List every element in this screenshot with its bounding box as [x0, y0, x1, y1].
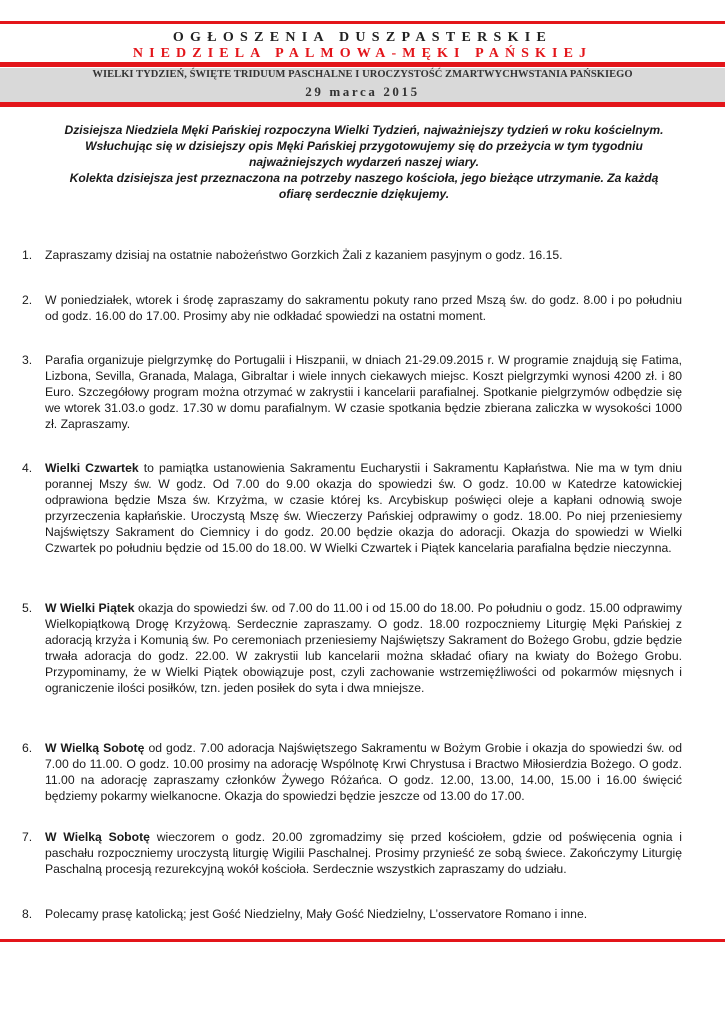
item-number: 7.	[22, 830, 33, 844]
item-text: okazja do spowiedzi św. od 7.00 do 11.00 i od 15.00 do 18.00. Po południu o godz. 15.00 odprawimy Wielkopiątkową Drogę Krzyżową. Serdecznie zapraszamy. O godz. 18.00 rozpoczniemy Liturgię Męki Pańskiej z adoracją krzyża i Komunią św. Po ceremoniach przeniesiemy Najświętszy Sakrament do Bożego Grobu, gdzie będzie trwała adoracja do godz. 22.00. W zakrystii lub kancelarii można składać ofiary na kwiaty do Bożego Grobu. Przypominamy, że w Wielki Piątek obowiązuje post, czyli zachowanie wstrzemięźliwości od pokarmów mięsnych i ograniczenie ilości posiłków, tzn. jeden posiłek do syta i dwa mniejsze.	[45, 601, 682, 696]
announcement-item	[22, 906, 682, 922]
item-lead: Wielki Czwartek	[45, 461, 139, 475]
announcement-item	[22, 600, 682, 697]
announcement-item	[22, 352, 682, 432]
announcement-item	[22, 460, 682, 557]
intro-line: najważniejszych wydarzeń naszej wiary.	[248, 155, 480, 170]
item-text: wieczorem o godz. 20.00 zgromadzimy się przed kościołem, gdzie od poświęcenia ognia i paschału rozpoczniemy uroczystą liturgię Wigilii Paschalnej. Prosimy przynieść ze sobą świece. Zakończymy Liturgię Paschalną procesją rezurekcyjną wokół kościoła. Serdecznie wszystkich zapraszamy do udziału.	[45, 830, 682, 877]
item-text: Parafia organizuje pielgrzymkę do Portugalii i Hiszpanii, w dniach 21-29.09.2015 r. W programie znajdują się Fatima, Lizbona, Sevilla, Granada, Malaga, Gibraltar i wiele innych ciekawych miejsc. Koszt pielgrzymki wynosi 4200 zł. i 80 Euro. Szczegółowy program można otrzymać w zakrystii i kancelarii parafialnej. Spotkanie pielgrzymów odbędzie się we wtorek 31.03.o godz. 17.30 w domu parafialnym. W czasie spotkania będzie zbierana zaliczka w wysokości 1000 zł. Zapraszamy.	[45, 353, 682, 432]
item-number: 6.	[22, 741, 33, 755]
intro-line: Kolekta dzisiejsza jest przeznaczona na potrzeby naszego kościoła, jego bieżące utrzymanie. Za każdą	[69, 171, 659, 186]
top-red-rule	[0, 21, 725, 24]
item-number: 5.	[22, 601, 33, 615]
intro-line: Wsłuchując się w dzisiejszy opis Męki Pańskiej przygotowujemy się do przeżycia w tym tygodniu	[85, 139, 643, 154]
announcement-item	[22, 247, 682, 263]
item-text: Polecamy prasę katolicką; jest Gość Niedzielny, Mały Gość Niedzielny, L’osservatore Romano i inne.	[45, 907, 588, 921]
item-lead: W Wielki Piątek	[45, 601, 135, 615]
bottom-red-rule	[0, 939, 725, 942]
announcement-item	[22, 740, 682, 804]
intro-line: Dzisiejsza Niedziela Męki Pańskiej rozpoczyna Wielki Tydzień, najważniejszy tydzień w roku kościelnym.	[64, 123, 664, 137]
item-number: 2.	[22, 293, 33, 307]
header-band-line: WIELKI TYDZIEŃ, ŚWIĘTE TRIDUUM PASCHALNE I UROCZYSTOŚĆ ZMARTWYCHWSTANIA PAŃSKIEGO	[92, 69, 633, 80]
announcement-item	[22, 829, 682, 877]
header-date: 29 marca 2015	[305, 84, 420, 99]
item-number: 1.	[22, 248, 33, 262]
item-text: od godz. 7.00 adoracja Najświętszego Sakramentu w Bożym Grobie i okazja do spowiedzi św. od 7.00 do 11.00. O godz. 10.00 prosimy na adorację Wspólnotę Krwi Chrystusa i Bractwo Miłosierdzia Bożego. O godz. 11.00 na adorację zapraszamy członków Żywego Różańca. O godz. 12.00, 13.00, 14.00, 15.00 i 16.00 święcić będziemy pokarmy wielkanocne. Okazja do spowiedzi będzie jeszcze od 13.00 do 17.00.	[45, 741, 682, 804]
item-lead: W Wielką Sobotę	[45, 830, 150, 844]
item-text: Zapraszamy dzisiaj na ostatnie nabożeństwo Gorzkich Żali z kazaniem pasyjnym o godz. 16.15.	[45, 248, 563, 262]
header-bottom-red-rule	[0, 102, 725, 107]
subtitle-red-rule	[0, 62, 725, 67]
item-lead: W Wielką Sobotę	[45, 741, 145, 755]
item-number: 3.	[22, 353, 33, 367]
page-subtitle: NIEDZIELA PALMOWA-MĘKI PAŃSKIEJ	[132, 46, 593, 61]
announcement-item	[22, 292, 682, 324]
item-number: 8.	[22, 907, 33, 921]
item-text: to pamiątka ustanowienia Sakramentu Eucharystii i Sakramentu Kapłaństwa. Nie ma w tym dniu porannej Mszy św. W godz. Od 7.00 do 9.00 okazja do spowiedzi św. O godz. 10.00 w Katedrze katowickiej odprawiona będzie Msza św. Krzyżma, w czasie której ks. Arcybiskup poświęci oleje a kapłani odnowią swoje przyrzeczenia kapłańskie. Uroczystą Mszę św. Wieczerzy Pańskiej odprawimy o godz. 18.00. Po niej przeniesiemy Najświętszy Sakrament do Ciemnicy i do godz. 20.00 będzie okazja do adoracji. Okazja do spowiedzi w Wielki Czwartek po południu będzie od 15.00 do 18.00. W Wielki Czwartek i Piątek kancelaria parafialna będzie nieczynna.	[45, 461, 682, 556]
page-title: OGŁOSZENIA DUSZPASTERSKIE	[172, 30, 553, 45]
intro-line: ofiarę serdecznie dziękujemy.	[278, 187, 450, 202]
item-text: W poniedziałek, wtorek i środę zapraszamy do sakramentu pokuty rano przed Mszą św. do godz. 8.00 i po południu od godz. 16.00 do 17.00. Prosimy aby nie odkładać spowiedzi na ostatni moment.	[45, 293, 682, 324]
intro-paragraph	[44, 122, 684, 202]
item-number: 4.	[22, 461, 33, 475]
